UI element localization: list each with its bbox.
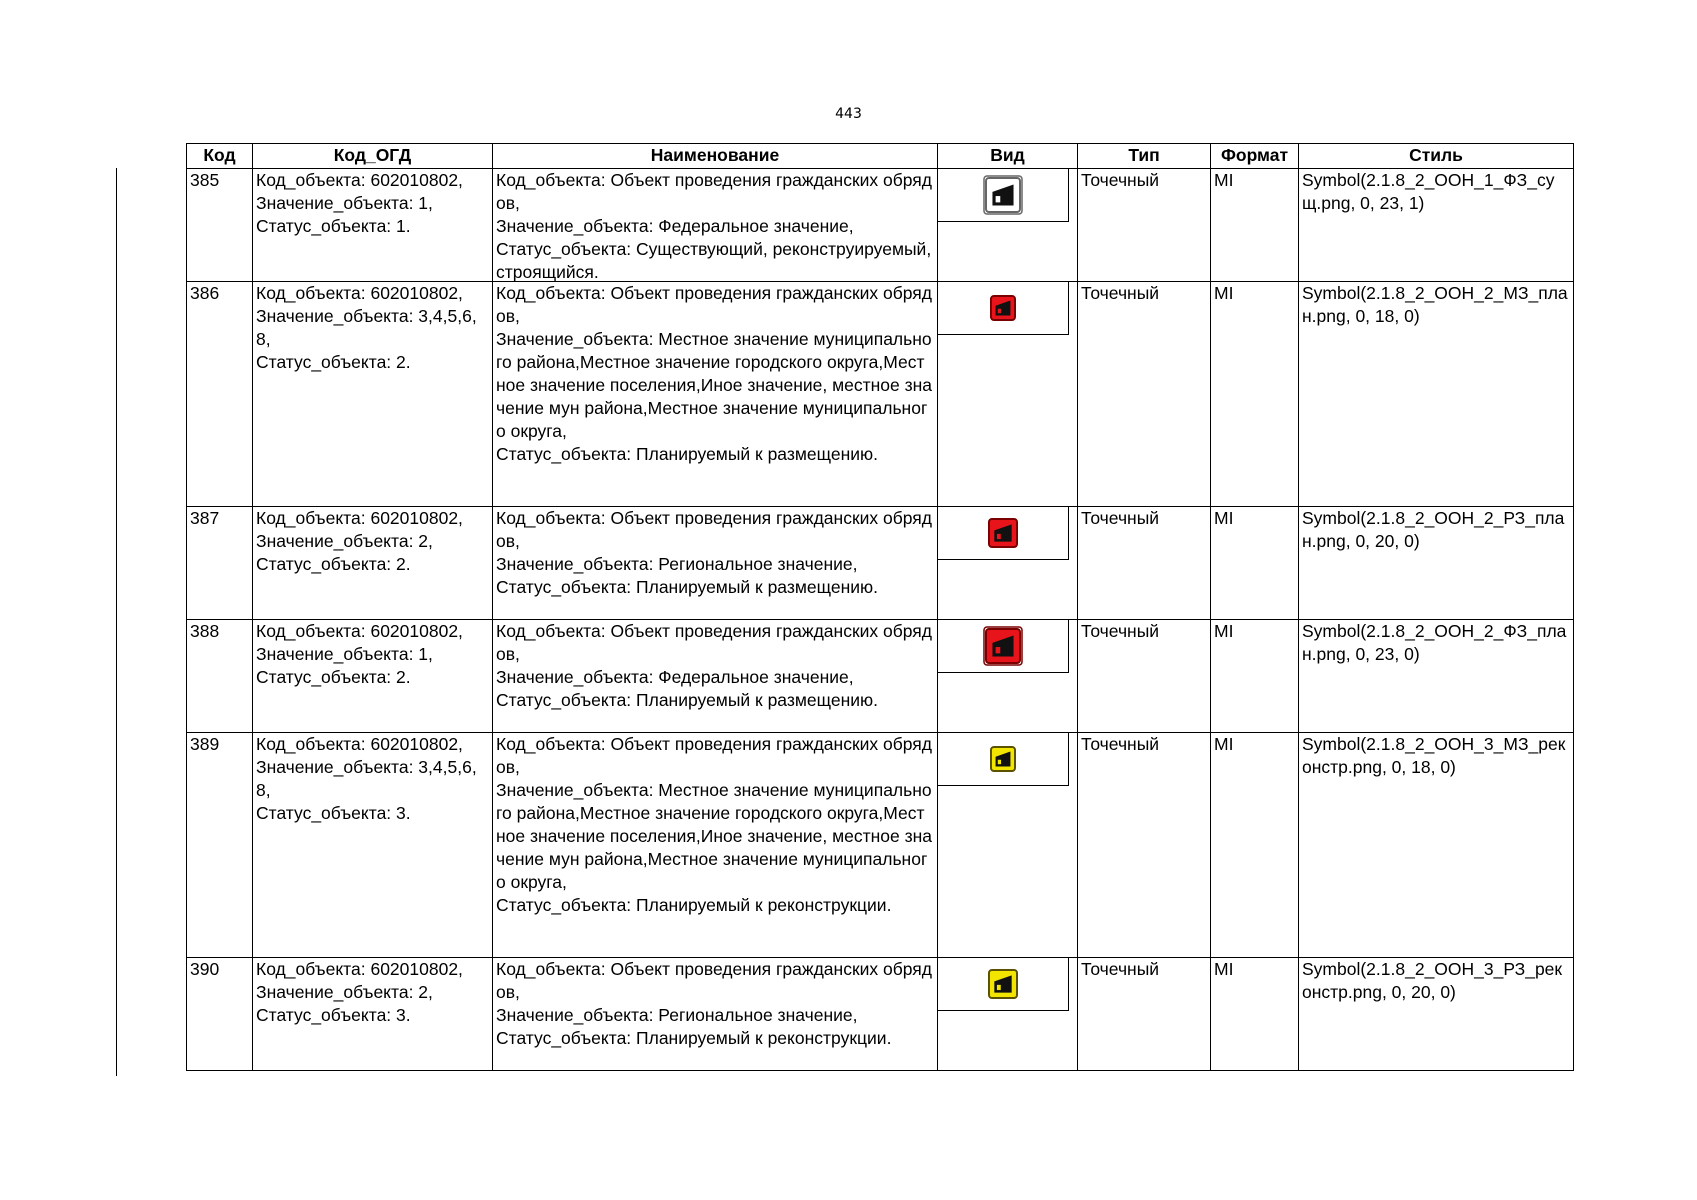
cell-tip: Точечный — [1078, 958, 1211, 1071]
naim-line: Код_объекта: Объект проведения гражданских обрядов, — [496, 621, 932, 664]
naim-line: Статус_объекта: Планируемый к реконструкции. — [496, 895, 892, 915]
cell-vid — [938, 507, 1078, 620]
cell-format: MI — [1211, 507, 1299, 620]
margin-line — [116, 168, 117, 1076]
cell-kod: 387 — [187, 507, 253, 620]
cell-naim — [493, 282, 938, 507]
naim-line: Значение_объекта: Местное значение муниципального района,Местное значение городского округа,Местное значение поселения,Иное значение, местное значение мун района,Местное значение муниципального округа, — [496, 780, 933, 892]
table-row — [187, 958, 1574, 1071]
cell-tip: Точечный — [1078, 507, 1211, 620]
symbol-registry-table — [186, 143, 1574, 1071]
cell-kod-ogd — [253, 620, 493, 733]
cell-vid — [938, 620, 1078, 733]
cell-tip: Точечный — [1078, 282, 1211, 507]
cell-stil: Symbol(2.1.8_2_ООН_2_РЗ_план.png, 0, 20, 0) — [1299, 507, 1574, 620]
naim-line: Статус_объекта: Планируемый к размещению. — [496, 690, 878, 710]
cell-format: MI — [1211, 620, 1299, 733]
kod-ogd-line: Статус_объекта: 3. — [256, 803, 411, 823]
cell-kod-ogd — [253, 507, 493, 620]
naim-line: Статус_объекта: Планируемый к размещению. — [496, 577, 878, 597]
table-row — [187, 169, 1574, 282]
cell-vid — [938, 733, 1078, 958]
cell-stil: Symbol(2.1.8_2_ООН_2_ФЗ_план.png, 0, 23, 0) — [1299, 620, 1574, 733]
naim-line: Статус_объекта: Существующий, реконструируемый, строящийся. — [496, 239, 932, 281]
cell-format: MI — [1211, 958, 1299, 1071]
symbol-preview — [938, 958, 1069, 1011]
kod-ogd-line: Значение_объекта: 2, — [256, 531, 433, 551]
naim-line: Значение_объекта: Федеральное значение, — [496, 216, 854, 236]
cell-naim — [493, 620, 938, 733]
symbol-preview — [938, 733, 1069, 786]
kod-ogd-line: Значение_объекта: 1, — [256, 644, 433, 664]
header-kod: Код — [187, 144, 253, 169]
cell-format: MI — [1211, 733, 1299, 958]
symbol-preview — [938, 282, 1069, 335]
naim-line: Код_объекта: Объект проведения гражданских обрядов, — [496, 283, 932, 326]
civil-ceremony-symbol-icon — [983, 964, 1023, 1004]
naim-line: Статус_объекта: Планируемый к реконструкции. — [496, 1028, 892, 1048]
cell-naim — [493, 507, 938, 620]
header-tip: Тип — [1078, 144, 1211, 169]
kod-ogd-line: Статус_объекта: 3. — [256, 1005, 411, 1025]
cell-kod-ogd — [253, 282, 493, 507]
kod-ogd-line: Код_объекта: 602010802, — [256, 959, 463, 979]
cell-format: MI — [1211, 169, 1299, 282]
cell-format: MI — [1211, 282, 1299, 507]
cell-stil: Symbol(2.1.8_2_ООН_3_МЗ_реконстр.png, 0, 18, 0) — [1299, 733, 1574, 958]
cell-vid — [938, 958, 1078, 1071]
cell-kod: 389 — [187, 733, 253, 958]
cell-kod-ogd — [253, 733, 493, 958]
cell-kod-ogd — [253, 169, 493, 282]
header-naim: Наименование — [493, 144, 938, 169]
civil-ceremony-symbol-icon — [983, 626, 1023, 666]
naim-line: Код_объекта: Объект проведения гражданских обрядов, — [496, 734, 932, 777]
naim-clip — [496, 169, 934, 281]
table-row — [187, 507, 1574, 620]
cell-tip: Точечный — [1078, 733, 1211, 958]
symbol-preview — [938, 169, 1069, 222]
cell-kod: 385 — [187, 169, 253, 282]
naim-line: Код_объекта: Объект проведения гражданских обрядов, — [496, 170, 932, 213]
cell-tip: Точечный — [1078, 169, 1211, 282]
kod-ogd-line: Код_объекта: 602010802, — [256, 170, 463, 190]
cell-kod: 386 — [187, 282, 253, 507]
page-number: 443 — [835, 106, 862, 122]
civil-ceremony-symbol-icon — [983, 175, 1023, 215]
civil-ceremony-symbol-icon — [983, 739, 1023, 779]
header-vid: Вид — [938, 144, 1078, 169]
cell-kod-ogd — [253, 958, 493, 1071]
header-kod-ogd: Код_ОГД — [253, 144, 493, 169]
cell-naim — [493, 733, 938, 958]
naim-line: Значение_объекта: Региональное значение, — [496, 1005, 858, 1025]
cell-vid — [938, 282, 1078, 507]
cell-stil: Symbol(2.1.8_2_ООН_1_ФЗ_сущ.png, 0, 23, 1) — [1299, 169, 1574, 282]
kod-ogd-line: Значение_объекта: 3,4,5,6,8, — [256, 757, 477, 800]
kod-ogd-line: Статус_объекта: 1. — [256, 216, 411, 236]
naim-line: Значение_объекта: Федеральное значение, — [496, 667, 854, 687]
civil-ceremony-symbol-icon — [983, 513, 1023, 553]
kod-ogd-line: Статус_объекта: 2. — [256, 554, 411, 574]
civil-ceremony-symbol-icon — [983, 288, 1023, 328]
cell-stil: Symbol(2.1.8_2_ООН_3_РЗ_реконстр.png, 0, 20, 0) — [1299, 958, 1574, 1071]
symbol-preview — [938, 620, 1069, 673]
kod-ogd-line: Код_объекта: 602010802, — [256, 621, 463, 641]
kod-ogd-line: Код_объекта: 602010802, — [256, 508, 463, 528]
header-row — [187, 144, 1574, 169]
header-stil: Стиль — [1299, 144, 1574, 169]
table-row — [187, 733, 1574, 958]
kod-ogd-line: Статус_объекта: 2. — [256, 352, 411, 372]
naim-line: Значение_объекта: Местное значение муниципального района,Местное значение городского округа,Местное значение поселения,Иное значение, местное значение мун района,Местное значение муниципального округа, — [496, 329, 933, 441]
naim-line: Код_объекта: Объект проведения гражданских обрядов, — [496, 508, 932, 551]
kod-ogd-line: Значение_объекта: 1, — [256, 193, 433, 213]
cell-kod: 390 — [187, 958, 253, 1071]
kod-ogd-line: Код_объекта: 602010802, — [256, 283, 463, 303]
cell-naim — [493, 169, 938, 282]
cell-naim — [493, 958, 938, 1071]
cell-kod: 388 — [187, 620, 253, 733]
cell-tip: Точечный — [1078, 620, 1211, 733]
naim-line: Значение_объекта: Региональное значение, — [496, 554, 858, 574]
symbol-preview — [938, 507, 1069, 560]
kod-ogd-line: Код_объекта: 602010802, — [256, 734, 463, 754]
cell-vid — [938, 169, 1078, 282]
kod-ogd-line: Статус_объекта: 2. — [256, 667, 411, 687]
header-format: Формат — [1211, 144, 1299, 169]
table-row — [187, 620, 1574, 733]
naim-line: Код_объекта: Объект проведения гражданских обрядов, — [496, 959, 932, 1002]
table-row — [187, 282, 1574, 507]
kod-ogd-line: Значение_объекта: 2, — [256, 982, 433, 1002]
kod-ogd-line: Значение_объекта: 3,4,5,6,8, — [256, 306, 477, 349]
cell-stil: Symbol(2.1.8_2_ООН_2_МЗ_план.png, 0, 18, 0) — [1299, 282, 1574, 507]
naim-line: Статус_объекта: Планируемый к размещению. — [496, 444, 878, 464]
